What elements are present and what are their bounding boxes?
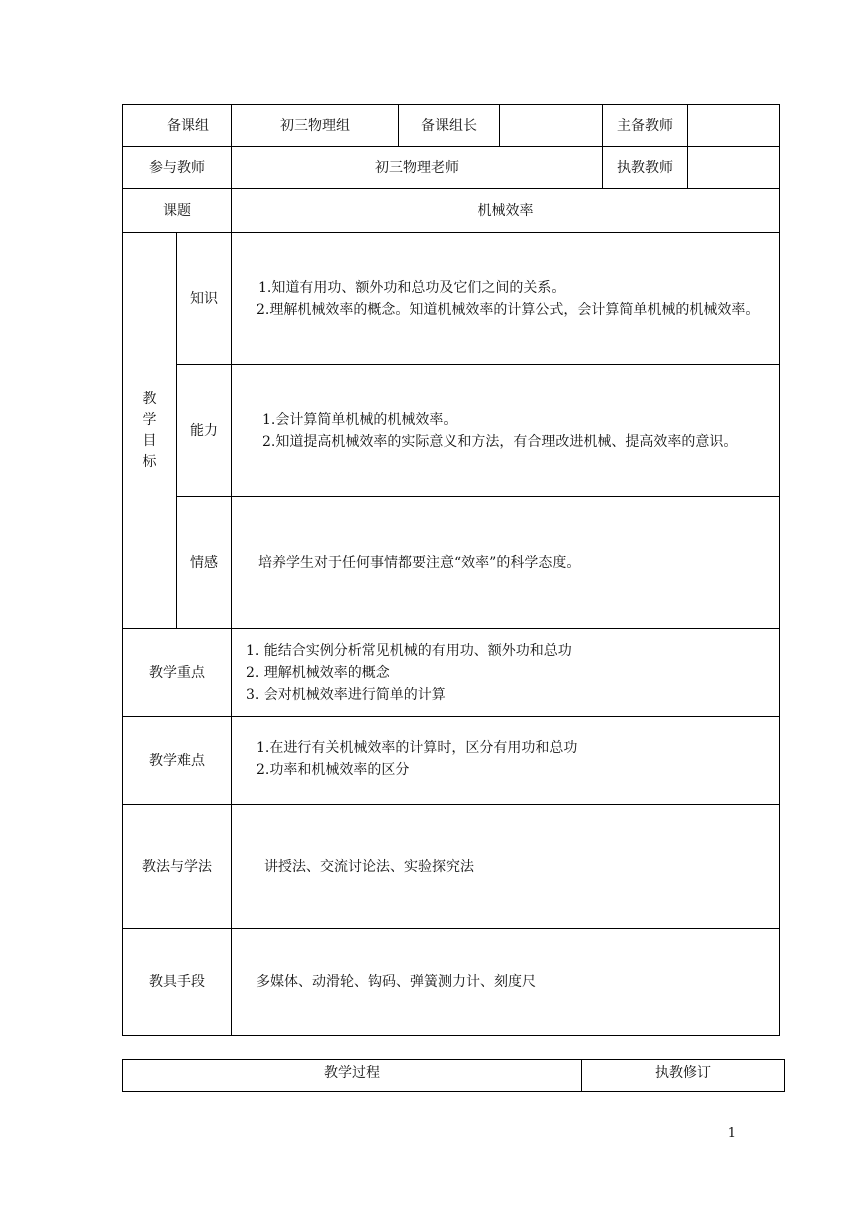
teaching-teacher-label: 执教教师 [603, 147, 688, 189]
methods-content [232, 805, 780, 929]
process-header-row [123, 1060, 785, 1092]
participants-label: 参与教师 [123, 147, 232, 189]
key-point-line-3: 3. 会对机械效率进行简单的计算 [246, 686, 446, 703]
objective-emotion-row [123, 497, 780, 629]
emotion-content [232, 497, 780, 629]
topic-label: 课题 [123, 189, 232, 233]
key-points-row [123, 629, 780, 717]
knowledge-line-2: 2.理解机械效率的概念。知道机械效率的计算公式，会计算简单机械的机械效率。 [256, 301, 760, 318]
knowledge-content [232, 233, 780, 365]
methods-row [123, 805, 780, 929]
ability-content [232, 365, 780, 497]
objectives-label-char: 学 [142, 411, 157, 428]
header-row-1 [123, 105, 780, 147]
group-leader-label: 备课组长 [399, 105, 500, 147]
methods-label: 教法与学法 [123, 805, 232, 929]
participants-value: 初三物理老师 [232, 147, 603, 189]
difficulties-label: 教学难点 [123, 717, 232, 805]
objectives-label [123, 233, 177, 629]
topic-value: 机械效率 [232, 189, 780, 233]
key-point-line-2: 2. 理解机械效率的概念 [246, 664, 390, 681]
tools-row [123, 929, 780, 1036]
header-row-2 [123, 147, 780, 189]
lesson-plan-table [122, 104, 780, 1036]
emotion-label: 情感 [177, 497, 232, 629]
objective-ability-row [123, 365, 780, 497]
key-points-content [232, 629, 780, 717]
teaching-teacher-value [688, 147, 780, 189]
key-point-line-1: 1. 能结合实例分析常见机械的有用功、额外功和总功 [246, 642, 572, 659]
emotion-line-1: 培养学生对于任何事情都要注意“效率”的科学态度。 [258, 554, 581, 571]
revision-header: 执教修订 [582, 1060, 785, 1092]
methods-value: 讲授法、交流讨论法、实验探究法 [264, 858, 474, 875]
group-leader-value [500, 105, 603, 147]
main-teacher-value [688, 105, 780, 147]
prep-group-label: 备课组 [123, 105, 232, 147]
ability-label: 能力 [177, 365, 232, 497]
ability-line-1: 1.会计算简单机械的机械效率。 [262, 411, 458, 428]
difficulty-line-1: 1.在进行有关机械效率的计算时，区分有用功和总功 [256, 740, 578, 756]
teaching-process-table [122, 1059, 785, 1092]
objectives-label-char: 目 [142, 432, 157, 449]
teaching-process-header: 教学过程 [123, 1060, 582, 1092]
key-points-label: 教学重点 [123, 629, 232, 717]
page-number: 1 [727, 1126, 736, 1141]
tools-label: 教具手段 [123, 929, 232, 1036]
main-teacher-label: 主备教师 [603, 105, 688, 147]
difficulties-row [123, 717, 780, 805]
knowledge-label: 知识 [177, 233, 232, 365]
ability-line-2: 2.知道提高机械效率的实际意义和方法，有合理改进机械、提高效率的意识。 [262, 433, 738, 450]
difficulties-content [232, 717, 780, 805]
tools-value: 多媒体、动滑轮、钩码、弹簧测力计、刻度尺 [256, 974, 536, 990]
objectives-label-char: 教 [142, 390, 157, 407]
objectives-label-char: 标 [142, 453, 157, 470]
topic-row [123, 189, 780, 233]
difficulty-line-2: 2.功率和机械效率的区分 [256, 762, 410, 778]
tools-content [232, 929, 780, 1036]
knowledge-line-1: 1.知道有用功、额外功和总功及它们之间的关系。 [258, 279, 566, 296]
objective-knowledge-row [123, 233, 780, 365]
prep-group-value: 初三物理组 [232, 105, 399, 147]
